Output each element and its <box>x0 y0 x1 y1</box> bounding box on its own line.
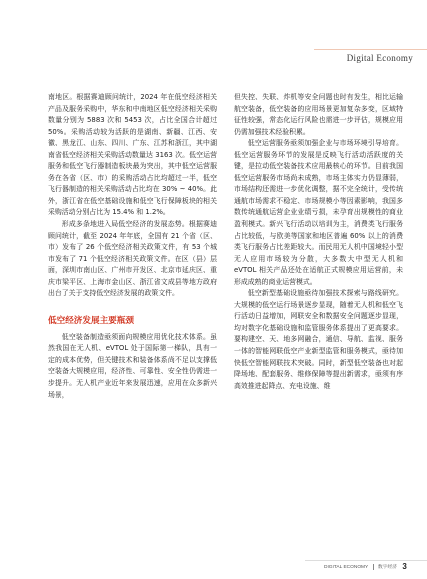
section-header-title: Digital Economy <box>346 53 413 63</box>
footer-separator <box>373 564 374 570</box>
body-paragraph: 低空装备制造亟须面向规模应用优化技术体系。虽然我国在无人机、eVTOL 处于国际第一梯队，具有一定的成本优势，但关键技术和装备体系尚不足以支撑低空装备大规模应用，经济性、可靠性、安全性仍需进一步提升。无人机产业近年来发展迅速，应用在众多新兴场景， <box>48 332 217 399</box>
section-heading: 低空经济发展主要瓶颈 <box>48 315 134 326</box>
right-column <box>234 92 403 392</box>
page-number: 3 <box>402 562 407 571</box>
footer-magazine-cn: 数字经济 <box>377 564 398 570</box>
body-paragraph: 形成多条地进入局低空经济的发展态势。根据赛迪顾问统计，截至 2024 年年底，全国有 21 个省（区、市）发布了 26 个低空经济相关政策文件，有 53 个城市发布了 71 个低空经济相关政策文件。在区（县）层面，深圳市南山区、广州市开发区、北京市延庆区、重庆市梁平区、上海市金山区、浙江省文成县等地方政府出台了关于支持低空经济发展的政策文件。 <box>48 220 217 298</box>
body-paragraph: 南地区。根据赛迪顾问统计，2024 年在低空经济相关产品及服务采购中，华东和中南地区低空经济相关采购数量分别为 5883 次和 5453 次，占比全国合计超过 50%。采购活动较为活跃的是湖南、新疆、江西、安徽、黑龙江、山东、四川、广东、江苏和浙江，其中湖南省低空经济相关采购活动数量达 3163 次。低空运营服务和低空飞行器制造板块最为突出，其中低空运营服务在各省（区、市）的采购活动占比均超过一半，低空飞行器制造的相关采购活动占比均在 30% ~ 40%。此外，浙江省在低空基础设施和低空飞行保障板块的相关采购活动分别占比为 15.4% 和 1.2%。 <box>48 93 217 217</box>
page-footer <box>324 562 407 571</box>
footer-divider <box>305 560 427 561</box>
body-paragraph: 但失控、失联、炸机等安全问题也时有发生，相比运输航空装备，低空装备的应用场景更加复杂多变，区域特征性较强，常态化运行风险也需进一步评估，规模应用仍需加强技术经验积累。 <box>234 93 403 136</box>
left-column <box>48 92 217 401</box>
body-paragraph: 低空运营服务亟须加强企业与市场环境引导培育。低空运营服务环节的发展是反映飞行活动活跃度的关键，是拉动低空装备技术应用最核心的环节。目前我国低空运营服务市场尚未成熟，市场主体实力仍显薄弱，市场结构还需进一步优化调整，据不完全统计，受传统通航市场需求不稳定、市场规模小等因素影响，我国多数传统通航运营企业业绩亏损，未孕育出规模性的商业盈利模式。新兴飞行活动以培训为主，消费类飞行服务占比较低，与欧美等国家和地区普遍 60% 以上的消费类飞行服务占比差距较大。而民用无人机中国境轻小型无人应用市场较为分散，大多数大中型无人机和 eVTOL 相关产品还处在适航正式规模应用运营前，未形成成熟的商业运营模式。 <box>234 139 403 286</box>
body-paragraph: 低空新型基础设施亟待加强技术探索与路线研究。大规模的低空运行场景逐步显现，随着无人机和低空飞行活动日益增加，网联安全和数据安全问题逐步显现，均对数字化基础设施和监管服务体系提出了更高要求。要构建空、天、地多网融合，通信、导航、监视、服务一体的智能网联低空产业新型监管和服务模式，亟待加快低空智能网联技术突破。同时，新型低空装备也对起降场地、配套服务、维修保障等提出新需求，亟须有序高效推进起降点、充电设施、维 <box>234 289 403 390</box>
header-divider <box>314 49 427 50</box>
footer-magazine-en: DIGITAL ECONOMY <box>324 564 369 570</box>
